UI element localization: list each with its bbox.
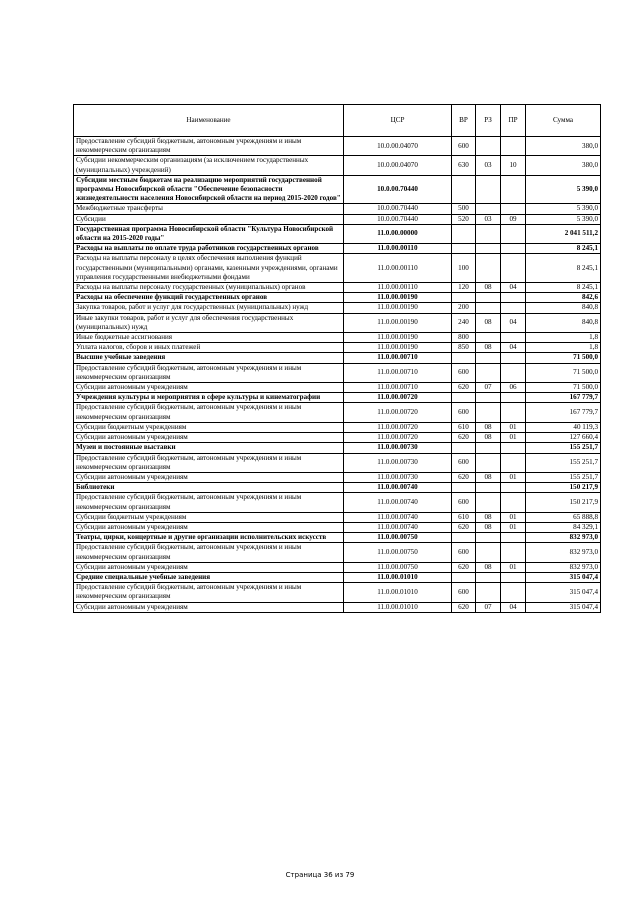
cell-rz xyxy=(476,333,501,343)
cell-pr: 01 xyxy=(501,512,526,522)
cell-pr xyxy=(501,393,526,403)
cell-rz xyxy=(476,303,501,313)
cell-vr xyxy=(452,393,476,403)
cell-name: Субсидии бюджетным учреждениям xyxy=(74,512,344,522)
cell-sum: 150 217,9 xyxy=(526,483,601,493)
cell-rz xyxy=(476,254,501,283)
cell-name: Субсидии автономным учреждениям xyxy=(74,472,344,482)
cell-vr xyxy=(452,443,476,453)
cell-name: Иные бюджетные ассигнования xyxy=(74,333,344,343)
cell-csr: 11.0.00.00720 xyxy=(344,403,452,422)
cell-csr: 11.0.00.00110 xyxy=(344,244,452,254)
cell-rz: 08 xyxy=(476,522,501,532)
cell-csr: 11.0.00.00190 xyxy=(344,313,452,332)
table-row xyxy=(74,522,601,532)
cell-pr xyxy=(501,443,526,453)
cell-name: Средние специальные учебные заведения xyxy=(74,572,344,582)
cell-sum: 5 390,0 xyxy=(526,204,601,214)
cell-sum: 840,8 xyxy=(526,313,601,332)
cell-rz: 07 xyxy=(476,602,501,612)
cell-vr: 120 xyxy=(452,283,476,293)
cell-vr: 850 xyxy=(452,343,476,353)
cell-csr: 11.0.00.00750 xyxy=(344,562,452,572)
table-row xyxy=(74,403,601,422)
cell-vr: 620 xyxy=(452,522,476,532)
cell-vr xyxy=(452,244,476,254)
page-number: Страница 36 из 79 xyxy=(285,871,355,879)
cell-sum: 155 251,7 xyxy=(526,453,601,472)
cell-csr: 11.0.00.01010 xyxy=(344,572,452,582)
cell-pr: 01 xyxy=(501,422,526,432)
cell-vr: 630 xyxy=(452,156,476,175)
cell-rz: 03 xyxy=(476,156,501,175)
cell-name: Уплата налогов, сборов и иных платежей xyxy=(74,343,344,353)
table-row xyxy=(74,353,601,363)
cell-name: Учреждения культуры и мероприятия в сфере культуры и кинематографии xyxy=(74,393,344,403)
cell-pr: 04 xyxy=(501,343,526,353)
cell-pr: 06 xyxy=(501,383,526,393)
cell-sum: 71 500,0 xyxy=(526,353,601,363)
cell-sum: 127 660,4 xyxy=(526,433,601,443)
cell-pr xyxy=(501,204,526,214)
cell-sum: 1,8 xyxy=(526,343,601,353)
cell-name: Предоставление субсидий бюджетным, автономным учреждениям и иным некоммерческим организациям xyxy=(74,493,344,512)
cell-sum: 71 500,0 xyxy=(526,383,601,393)
cell-sum: 65 888,8 xyxy=(526,512,601,522)
cell-rz xyxy=(476,137,501,156)
cell-vr xyxy=(452,483,476,493)
cell-rz xyxy=(476,493,501,512)
table-row xyxy=(74,453,601,472)
cell-rz xyxy=(476,483,501,493)
cell-csr: 11.0.00.00000 xyxy=(344,224,452,243)
cell-vr: 600 xyxy=(452,403,476,422)
cell-name: Предоставление субсидий бюджетным, автономным учреждениям и иным некоммерческим организациям xyxy=(74,543,344,562)
cell-pr: 04 xyxy=(501,313,526,332)
cell-sum: 167 779,7 xyxy=(526,393,601,403)
cell-rz: 08 xyxy=(476,343,501,353)
cell-rz xyxy=(476,533,501,543)
cell-rz: 08 xyxy=(476,313,501,332)
cell-vr: 500 xyxy=(452,204,476,214)
cell-pr: 01 xyxy=(501,522,526,532)
cell-rz xyxy=(476,443,501,453)
cell-name: Предоставление субсидий бюджетным, автономным учреждениям и иным некоммерческим организациям xyxy=(74,453,344,472)
cell-vr: 600 xyxy=(452,543,476,562)
cell-pr xyxy=(501,254,526,283)
cell-csr: 11.0.00.00190 xyxy=(344,343,452,353)
cell-sum: 84 329,1 xyxy=(526,522,601,532)
cell-rz: 08 xyxy=(476,472,501,482)
cell-sum: 150 217,9 xyxy=(526,493,601,512)
table-row xyxy=(74,303,601,313)
cell-csr: 11.0.00.01010 xyxy=(344,583,452,602)
cell-sum: 315 047,4 xyxy=(526,602,601,612)
cell-csr: 11.0.00.00720 xyxy=(344,422,452,432)
cell-name: Расходы на выплаты персоналу в целях обеспечения выполнения функций государственными (муниципальными) органами, казенными учреждениями, органами управления государственными внебюджетными фондами xyxy=(74,254,344,283)
cell-csr: 11.0.00.01010 xyxy=(344,602,452,612)
cell-name: Субсидии автономным учреждениям xyxy=(74,602,344,612)
cell-pr xyxy=(501,353,526,363)
cell-rz xyxy=(476,453,501,472)
cell-name: Закупка товаров, работ и услуг для государственных (муниципальных) нужд xyxy=(74,303,344,313)
cell-name: Библиотеки xyxy=(74,483,344,493)
cell-pr xyxy=(501,363,526,382)
cell-vr: 800 xyxy=(452,333,476,343)
cell-pr xyxy=(501,293,526,303)
cell-rz: 07 xyxy=(476,383,501,393)
cell-pr: 01 xyxy=(501,433,526,443)
table-row xyxy=(74,602,601,612)
cell-vr: 610 xyxy=(452,422,476,432)
cell-vr xyxy=(452,572,476,582)
cell-csr: 11.0.00.00740 xyxy=(344,483,452,493)
cell-sum: 8 245,1 xyxy=(526,244,601,254)
cell-sum: 155 251,7 xyxy=(526,443,601,453)
cell-vr: 600 xyxy=(452,453,476,472)
cell-name: Предоставление субсидий бюджетным, автономным учреждениям и иным некоммерческим организациям xyxy=(74,583,344,602)
cell-rz: 08 xyxy=(476,422,501,432)
table-row xyxy=(74,422,601,432)
cell-sum: 842,6 xyxy=(526,293,601,303)
cell-vr: 100 xyxy=(452,254,476,283)
table-row xyxy=(74,283,601,293)
cell-vr: 620 xyxy=(452,383,476,393)
cell-rz xyxy=(476,363,501,382)
cell-csr: 10.0.00.04070 xyxy=(344,137,452,156)
cell-csr: 10.0.00.70440 xyxy=(344,204,452,214)
cell-vr: 240 xyxy=(452,313,476,332)
cell-name: Высшие учебные заведения xyxy=(74,353,344,363)
cell-rz xyxy=(476,353,501,363)
cell-vr: 620 xyxy=(452,433,476,443)
cell-vr xyxy=(452,224,476,243)
table-header-row xyxy=(74,105,601,137)
cell-sum: 71 500,0 xyxy=(526,363,601,382)
table-row xyxy=(74,214,601,224)
cell-pr xyxy=(501,583,526,602)
cell-sum: 8 245,1 xyxy=(526,283,601,293)
cell-name: Иные закупки товаров, работ и услуг для обеспечения государственных (муниципальных) нужд xyxy=(74,313,344,332)
cell-csr: 11.0.00.00710 xyxy=(344,383,452,393)
header-vr: ВР xyxy=(452,105,476,137)
table-row xyxy=(74,493,601,512)
cell-pr xyxy=(501,303,526,313)
cell-vr: 600 xyxy=(452,493,476,512)
cell-rz xyxy=(476,583,501,602)
cell-csr: 11.0.00.00710 xyxy=(344,363,452,382)
cell-vr xyxy=(452,293,476,303)
cell-csr: 11.0.00.00710 xyxy=(344,353,452,363)
cell-csr: 11.0.00.00720 xyxy=(344,433,452,443)
table-row xyxy=(74,293,601,303)
table-row xyxy=(74,363,601,382)
cell-pr: 01 xyxy=(501,472,526,482)
cell-pr: 04 xyxy=(501,602,526,612)
cell-rz xyxy=(476,572,501,582)
table-row xyxy=(74,583,601,602)
cell-name: Государственная программа Новосибирской области "Культура Новосибирской области на 2015-2020 годы" xyxy=(74,224,344,243)
cell-name: Предоставление субсидий бюджетным, автономным учреждениям и иным некоммерческим организациям xyxy=(74,363,344,382)
cell-pr: 04 xyxy=(501,283,526,293)
table-row xyxy=(74,543,601,562)
cell-vr: 600 xyxy=(452,137,476,156)
cell-csr: 11.0.00.00190 xyxy=(344,333,452,343)
cell-csr: 11.0.00.00750 xyxy=(344,543,452,562)
cell-name: Субсидии некоммерческим организациям (за исключением государственных (муниципальных) учреждений) xyxy=(74,156,344,175)
header-name: Наименование xyxy=(74,105,344,137)
table-row xyxy=(74,483,601,493)
cell-name: Субсидии бюджетным учреждениям xyxy=(74,422,344,432)
table-body xyxy=(74,137,601,613)
cell-csr: 11.0.00.00720 xyxy=(344,393,452,403)
header-csr: ЦСР xyxy=(344,105,452,137)
cell-name: Субсидии местным бюджетам на реализацию мероприятий государственной программы Новосибирской области "Обеспечение безопасности жизнедеятельности населения Новосибирской области на период 2015-2020 годов" xyxy=(74,175,344,204)
cell-pr xyxy=(501,224,526,243)
cell-sum: 167 779,7 xyxy=(526,403,601,422)
table-row xyxy=(74,204,601,214)
cell-sum: 380,0 xyxy=(526,156,601,175)
cell-sum: 40 119,3 xyxy=(526,422,601,432)
cell-vr: 620 xyxy=(452,472,476,482)
cell-rz xyxy=(476,224,501,243)
cell-rz: 08 xyxy=(476,433,501,443)
cell-name: Субсидии автономным учреждениям xyxy=(74,433,344,443)
table-row xyxy=(74,333,601,343)
cell-pr xyxy=(501,403,526,422)
cell-sum: 5 390,0 xyxy=(526,175,601,204)
table-row xyxy=(74,383,601,393)
cell-vr: 600 xyxy=(452,363,476,382)
cell-csr: 10.0.00.70440 xyxy=(344,175,452,204)
table-row xyxy=(74,393,601,403)
cell-csr: 11.0.00.00190 xyxy=(344,293,452,303)
cell-sum: 8 245,1 xyxy=(526,254,601,283)
cell-rz: 03 xyxy=(476,214,501,224)
cell-rz xyxy=(476,204,501,214)
cell-csr: 11.0.00.00110 xyxy=(344,254,452,283)
table-row xyxy=(74,512,601,522)
cell-pr: 01 xyxy=(501,562,526,572)
cell-pr xyxy=(501,483,526,493)
cell-pr xyxy=(501,493,526,512)
cell-pr xyxy=(501,175,526,204)
table-row xyxy=(74,562,601,572)
table-row xyxy=(74,433,601,443)
cell-csr: 10.0.00.70440 xyxy=(344,214,452,224)
cell-vr xyxy=(452,175,476,204)
cell-name: Межбюджетные трансферты xyxy=(74,204,344,214)
cell-rz xyxy=(476,293,501,303)
header-pr: ПР xyxy=(501,105,526,137)
cell-csr: 11.0.00.00730 xyxy=(344,472,452,482)
cell-pr: 10 xyxy=(501,156,526,175)
cell-name: Расходы на выплаты персоналу государственных (муниципальных) органов xyxy=(74,283,344,293)
cell-name: Театры, цирки, концертные и другие организации исполнительских искусств xyxy=(74,533,344,543)
cell-pr xyxy=(501,333,526,343)
cell-rz xyxy=(476,244,501,254)
table-row xyxy=(74,137,601,156)
cell-sum: 832 973,0 xyxy=(526,562,601,572)
cell-sum: 2 041 511,2 xyxy=(526,224,601,243)
budget-table xyxy=(73,104,601,613)
cell-name: Расходы на выплаты по оплате труда работников государственных органов xyxy=(74,244,344,254)
cell-csr: 11.0.00.00730 xyxy=(344,453,452,472)
header-rz: РЗ xyxy=(476,105,501,137)
cell-name: Предоставление субсидий бюджетным, автономным учреждениям и иным некоммерческим организациям xyxy=(74,137,344,156)
table-row xyxy=(74,175,601,204)
cell-csr: 11.0.00.00740 xyxy=(344,512,452,522)
table-row xyxy=(74,472,601,482)
cell-name: Предоставление субсидий бюджетным, автономным учреждениям и иным некоммерческим организациям xyxy=(74,403,344,422)
cell-rz: 08 xyxy=(476,512,501,522)
cell-rz: 08 xyxy=(476,562,501,572)
cell-csr: 11.0.00.00110 xyxy=(344,283,452,293)
cell-vr: 620 xyxy=(452,602,476,612)
cell-rz: 08 xyxy=(476,283,501,293)
table-row xyxy=(74,313,601,332)
table-row xyxy=(74,443,601,453)
cell-sum: 5 390,0 xyxy=(526,214,601,224)
cell-sum: 380,0 xyxy=(526,137,601,156)
cell-pr xyxy=(501,572,526,582)
table-row xyxy=(74,343,601,353)
cell-sum: 832 973,0 xyxy=(526,533,601,543)
cell-csr: 10.0.00.04070 xyxy=(344,156,452,175)
cell-csr: 11.0.00.00740 xyxy=(344,493,452,512)
cell-sum: 840,8 xyxy=(526,303,601,313)
table-row xyxy=(74,254,601,283)
cell-vr xyxy=(452,533,476,543)
header-sum: Сумма xyxy=(526,105,601,137)
cell-sum: 832 973,0 xyxy=(526,543,601,562)
cell-rz xyxy=(476,543,501,562)
cell-sum: 315 047,4 xyxy=(526,583,601,602)
cell-csr: 11.0.00.00750 xyxy=(344,533,452,543)
cell-vr: 600 xyxy=(452,583,476,602)
cell-sum: 155 251,7 xyxy=(526,472,601,482)
cell-pr xyxy=(501,244,526,254)
cell-rz xyxy=(476,393,501,403)
cell-vr: 610 xyxy=(452,512,476,522)
cell-name: Музеи и постоянные выставки xyxy=(74,443,344,453)
table-row xyxy=(74,156,601,175)
cell-pr xyxy=(501,533,526,543)
cell-pr xyxy=(501,137,526,156)
cell-pr xyxy=(501,543,526,562)
table-row xyxy=(74,244,601,254)
table-row xyxy=(74,533,601,543)
cell-vr xyxy=(452,353,476,363)
cell-csr: 11.0.00.00190 xyxy=(344,303,452,313)
cell-csr: 11.0.00.00740 xyxy=(344,522,452,532)
cell-name: Субсидии автономным учреждениям xyxy=(74,562,344,572)
table-row xyxy=(74,224,601,243)
cell-sum: 1,8 xyxy=(526,333,601,343)
cell-vr: 520 xyxy=(452,214,476,224)
cell-name: Субсидии автономным учреждениям xyxy=(74,383,344,393)
cell-pr: 09 xyxy=(501,214,526,224)
cell-pr xyxy=(501,453,526,472)
cell-csr: 11.0.00.00730 xyxy=(344,443,452,453)
cell-name: Расходы на обеспечение функций государственных органов xyxy=(74,293,344,303)
cell-vr: 620 xyxy=(452,562,476,572)
cell-name: Субсидии xyxy=(74,214,344,224)
cell-sum: 315 047,4 xyxy=(526,572,601,582)
cell-rz xyxy=(476,403,501,422)
cell-vr: 200 xyxy=(452,303,476,313)
cell-rz xyxy=(476,175,501,204)
cell-name: Субсидии автономным учреждениям xyxy=(74,522,344,532)
table-row xyxy=(74,572,601,582)
